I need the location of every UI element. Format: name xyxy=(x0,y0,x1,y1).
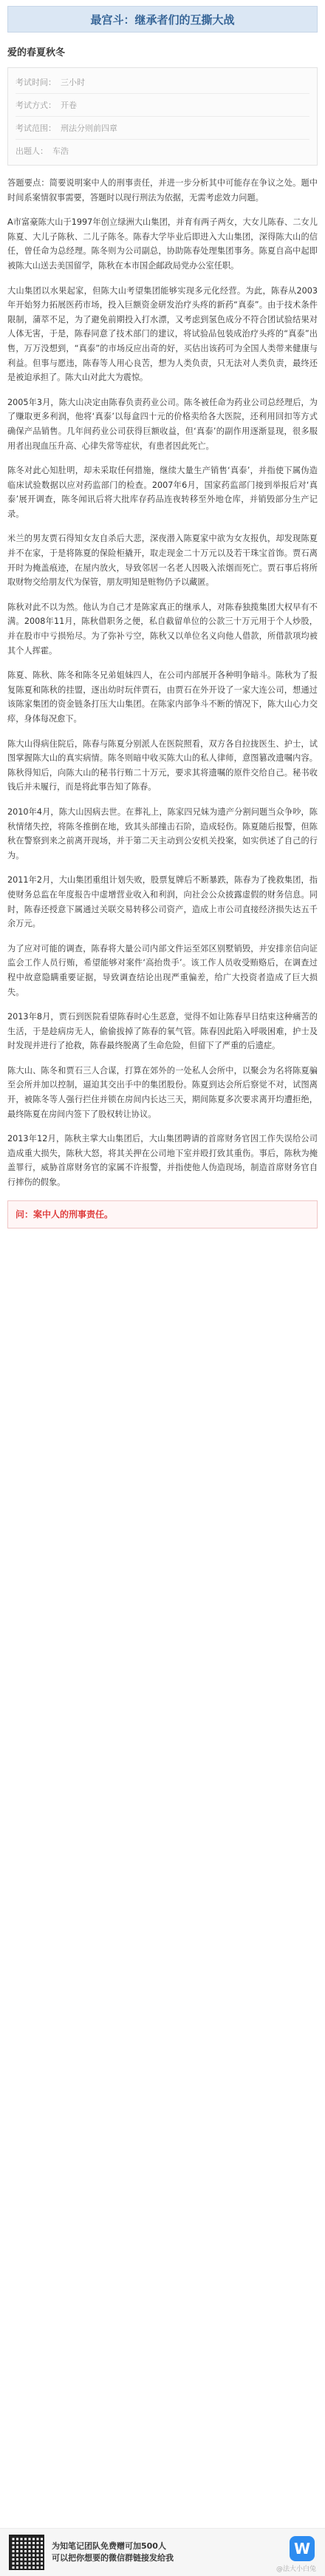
exam-author-row xyxy=(16,140,309,162)
body-paragraph: 陈大山、陈冬和贾石三人合谋，打算在郊外的一处私人会所中，以聚会为名将陈夏骗至会所并加以控制，逼迫其交出手中的集团股份。陈夏到达会所后察觉不对，试图离开，被陈冬等人强行拦住并锁在房间内长达三天，期间陈夏多次要求离开均遭拒绝，最终陈夏在房间内签下了股权转让协议。 xyxy=(7,1065,318,1119)
exam-mode-value: 开卷 xyxy=(61,101,77,110)
body-paragraph: 2010年4月，陈大山因病去世。在葬礼上，陈家四兄妹为遗产分割问题当众争吵，陈秋情绪失控，将陈冬推倒在地，致其头部撞击石阶，造成轻伤。陈夏随后报警，但陈秋在警察到来之前离开现场，并于第二天主动到公安机关投案，如实供述了自己的行为。 xyxy=(7,806,318,860)
question-label: 问：案中人的刑事责任。 xyxy=(16,1209,114,1220)
exam-time-row xyxy=(16,71,309,94)
exam-author-value: 车浩 xyxy=(52,146,69,156)
footer-banner[interactable] xyxy=(0,2528,325,2576)
body-paragraph: 2013年8月，贾石到医院看望陈春时心生恶意，觉得不如让陈春早日结束这种痛苦的生活，于是趁病房无人，偷偷拔掉了陈春的氧气管。陈春因此陷入呼吸困难，护士及时发现并进行了抢救，陈春最终脱离了生命危险，但留下了严重的后遗症。 xyxy=(7,1012,318,1051)
watermark: @法大小白兔 xyxy=(276,2566,316,2573)
exam-time-value: 三小时 xyxy=(61,78,85,87)
body-paragraph: A市富豪陈大山于1997年创立绿洲大山集团，并育有两子两女，大女儿陈春、二女儿陈夏、大儿子陈秋、二儿子陈冬。陈春大学毕业后即进入大山集团，深得陈大山的信任，曾任命为总经理。陈冬则为公司副总，协助陈春处理集团事务。陈夏自高中起即被陈大山送去美国留学，陈秋在本市国企邮政局党办公室任职。 xyxy=(7,217,318,271)
exam-info-box xyxy=(7,67,318,166)
exam-scope-row xyxy=(16,117,309,140)
body-paragraph: 2013年12月，陈秋主掌大山集团后，大山集团聘请的首席财务官因工作失误给公司造成重大损失，陈秋大怒，将其关押在公司地下室并殴打致其重伤。事后，陈秋为掩盖罪行，威胁首席财务官的家属不许报警，并指使他人伪造现场，制造首席财务官自行摔伤的假象。 xyxy=(7,1134,318,1188)
body-paragraph: 陈冬对此心知肚明，却未采取任何措施，继续大量生产销售‘真泰’，并指使下属伪造临床试验数据以应对药监部门的检查。2007年6月，国家药监部门接到举报后对‘真泰’展开调查，陈冬闻讯后将大批库存药品连夜转移至外地仓库，并销毁部分生产记录。 xyxy=(7,466,318,519)
exam-mode-row xyxy=(16,94,309,117)
body-paragraph: 米兰的男友贾石得知女友自杀后大悲，深夜潜入陈夏家中欲为女友报仇，却发现陈夏并不在家，于是将陈夏的保险柜撬开，取走现金二十万元以及若干珠宝首饰。贾石离开时为掩盖痕迹，在屋内放火，导致邻居一名老人因吸入浓烟而死亡。贾石事后将所取财物交给朋友代为保管，朋友明知是赃物仍予以藏匿。 xyxy=(7,534,318,588)
body-paragraph: 大山集团以水果起家，但陈大山考望集团能够实现多元化经营。为此，陈春从2003年开始努力拓展医药市场，投入巨额资金研发治疗头疼的新药“真泰”。由于技术条件限制，蒲萃不足，为了避免前期投入打水漂，又考虑到氢色成分不符合团试验结果对人体无害，于是，陈春同意了技术部门的建议，将试验品包装成治疗头疼的“真泰”出售，万万没想到，“真泰”的市场反应出奇的好，买估出该药可为全国人类带来健康与利益。但事与愿违，陈春等人用心良苦，想为人类负责，只无法对人类负责，最终还是被迫承担了。陈大山对此大为震惊。 xyxy=(7,285,318,383)
exam-scope-value: 刑法分则前四章 xyxy=(61,123,117,133)
body-paragraph: 陈夏、陈秋、陈冬和陈冬兄弟姐妹四人，在公司内部展开各种明争暗斗。陈秋为了报复陈夏和陈秋的挂盟，逐出幼时玩伴贾石，由贾石在外开设了一家大连公司，想通过该陈家集团的资金链条打压大山集团。在陈家内部争斗不断的情况下，陈大山心力交瘁，身体每况愈下。 xyxy=(7,670,318,724)
exam-author-label: 出题人： xyxy=(16,146,48,156)
question-box xyxy=(7,1200,318,1228)
body-paragraph: 陈大山得病住院后，陈春与陈夏分别派人在医院照看，双方各自拉拢医生、护士，试图掌握陈大山的真实病情。陈冬则暗中收买陈大山的私人律师，意图篡改遗嘱内容。陈秋得知后，向陈大山的秘书行贿二十万元，要求其将遗嘱的原件交给自己。秘书收钱后并未履行，而是将此事告知了陈春。 xyxy=(7,738,318,792)
exam-mode-label: 考试方式： xyxy=(16,101,56,110)
body-paragraph: 为了应对可能的调查，陈春将大量公司内部文件运至郊区别墅销毁，并安排亲信向证监会工作人员行贿，希望能够对案件‘高抬贵手’。该工作人员收受贿赂后，在调查过程中故意隐瞒重要证据，导致调查结论出现严重偏差，给广大投资者造成了巨大损失。 xyxy=(7,943,318,997)
body-paragraph: 2005年3月，陈大山决定由陈春负责药业公司。陈冬被任命为药业公司总经理后，为了赚取更多利润，他将‘真泰’以每盒四十元的价格卖给各大医院，还利用回扣等方式确保产品销售。几年间药业公司获得巨额收益，但‘真泰’的副作用逐渐显现，很多服用者出现血压升高、心律失常等症状，有患者因此死亡。 xyxy=(7,397,318,451)
page-title: 最宫斗：继承者们的互撕大战 xyxy=(90,13,235,27)
footer-line-2: 可以把你想要的微信群链接发给我 xyxy=(52,2553,174,2563)
qr-code-icon[interactable] xyxy=(9,2535,44,2570)
document-body xyxy=(7,176,318,1190)
exam-time-label: 考试时间： xyxy=(16,78,56,87)
app-logo-icon[interactable]: W xyxy=(290,2536,315,2561)
footer-line-1: 为知笔记团队免费赠可加500人 xyxy=(52,2541,166,2551)
footer-text xyxy=(52,2541,174,2564)
body-paragraph: 陈秋对此不以为然。他认为自己才是陈家真正的继承人，对陈春独揽集团大权早有不满。2008年11月，陈秋借职务之便，私自截留单位的公款三十万元用于个人炒股，并在股市中亏损殆尽。为了弥补亏空，陈秋又以单位名义向他人借款，所借款项均被其个人挥霍。 xyxy=(7,602,318,656)
exam-scope-label: 考试范围： xyxy=(16,123,56,133)
body-paragraph: 答题要点：简要说明案中人的刑事责任，并进一步分析其中可能存在争议之处。题中时间系案情叙事需要，答题时以现行刑法为依据，无需考虑效力问题。 xyxy=(7,178,318,203)
document-subtitle: 爱的春夏秋冬 xyxy=(7,47,66,58)
document-page xyxy=(0,6,325,1228)
body-paragraph: 2011年2月，大山集团重组计划失败，股票复牌后不断暴跌，陈春为了挽救集团，指使财务总监在年度报告中虚增营业收入和利润，向社会公众披露虚假的财务信息。同时，陈春还授意下属通过关联交易转移公司资产，造成上市公司直接经济损失达五千余万元。 xyxy=(7,875,318,929)
title-bar xyxy=(7,6,318,33)
